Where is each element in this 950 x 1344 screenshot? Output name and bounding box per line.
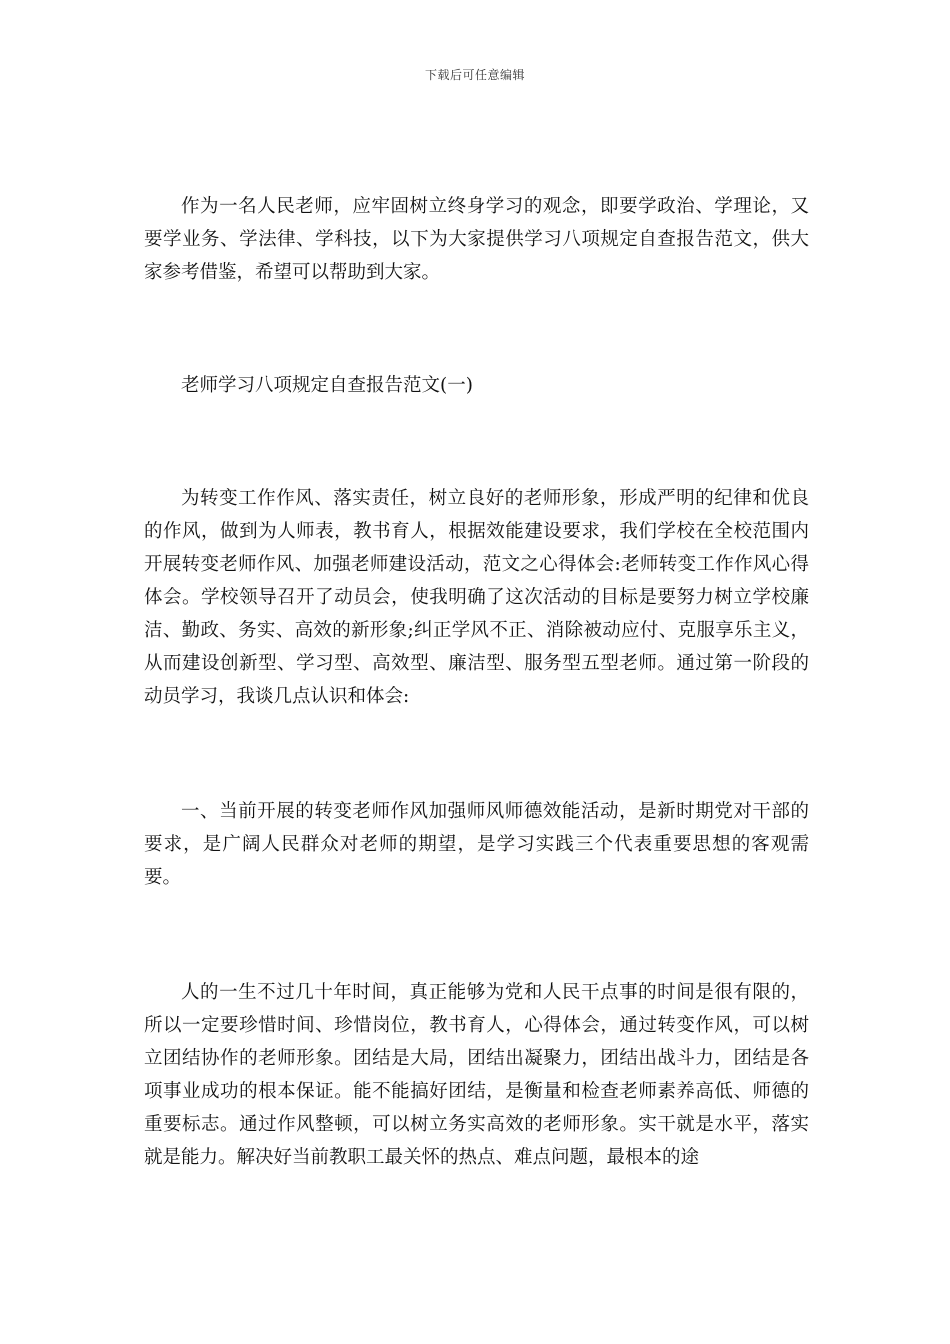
body-paragraph: 一、当前开展的转变老师作风加强师风师德效能活动，是新时期党对干部的要求，是广阔人民群众对老师的期望，是学习实践三个代表重要思想的客观需要。	[144, 801, 809, 888]
body-paragraph: 人的一生不过几十年时间，真正能够为党和人民干点事的时间是很有限的，所以一定要珍惜时间、珍惜岗位，教书育人，心得体会，通过转变作风，可以树立团结协作的老师形象。团结是大局，团结出凝聚力，团结出战斗力，团结是各项事业成功的根本保证。能不能搞好团结，是衡量和检查老师素养高低、师德的重要标志。通过作风整顿，可以树立务实高效的老师形象。实干就是水平，落实就是能力。解决好当前教职工最关怀的热点、难点问题，最根本的途	[144, 982, 809, 1168]
section-title: 老师学习八项规定自查报告范文(一)	[181, 375, 473, 396]
body-paragraph: 为转变工作作风、落实责任，树立良好的老师形象，形成严明的纪律和优良的作风，做到为人师表，教书育人，根据效能建设要求，我们学校在全校范围内开展转变老师作风、加强老师建设活动，范文之心得体会:老师转变工作作风心得体会。学校领导召开了动员会，使我明确了这次活动的目标是要努力树立学校廉洁、勤政、务实、高效的新形象;纠正学风不正、消除被动应付、克服享乐主义，从而建设创新型、学习型、高效型、廉洁型、服务型五型老师。通过第一阶段的动员学习，我谈几点认识和体会:	[144, 488, 809, 707]
document-body	[144, 190, 809, 1174]
page-header-note: 下载后可任意编辑	[424, 68, 525, 82]
intro-paragraph: 作为一名人民老师，应牢固树立终身学习的观念，即要学政治、学理论，又要学业务、学法律、学科技，以下为大家提供学习八项规定自查报告范文，供大家参考借鉴，希望可以帮助到大家。	[144, 196, 809, 283]
